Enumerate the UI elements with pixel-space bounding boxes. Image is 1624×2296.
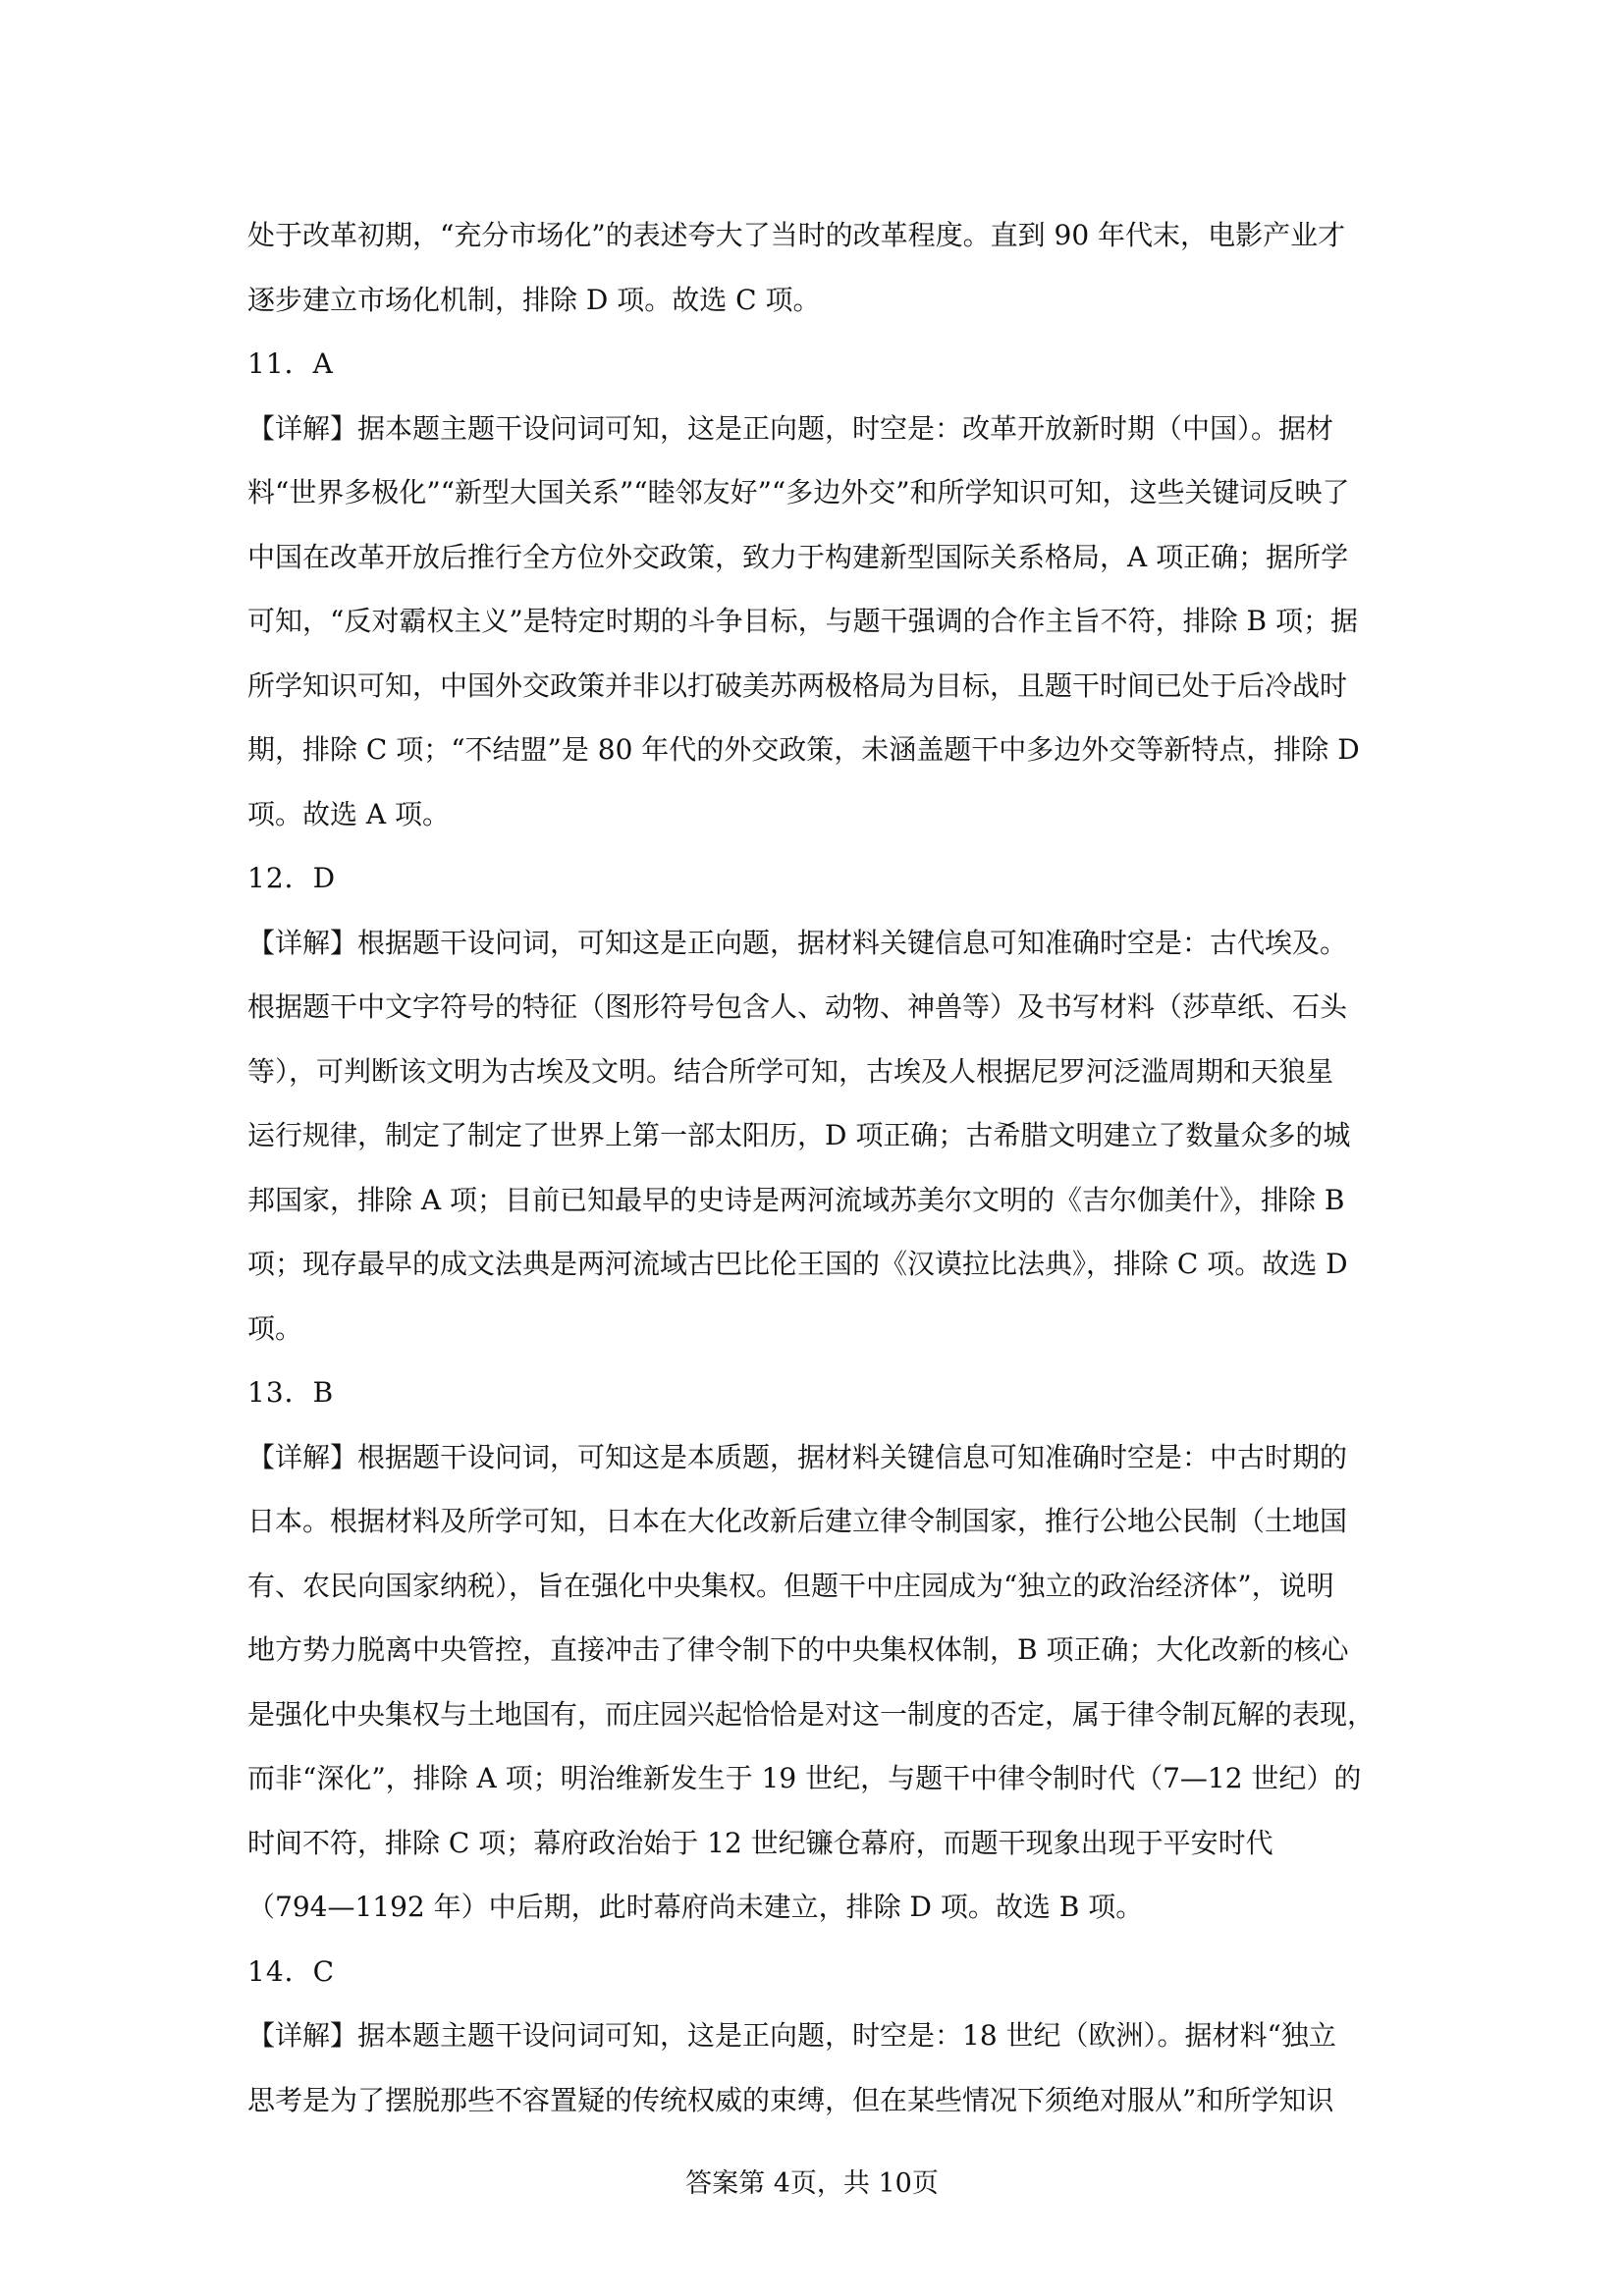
text-line: 【详解】根据题干设问词，可知这是正向题，据材料关键信息可知准确时空是：古代埃及。 (247, 926, 1348, 959)
text-line: 逐步建立市场化机制，排除 D 项。故选 C 项。 (247, 283, 821, 316)
text-line: 是强化中央集权与土地国有，而庄园兴起恰恰是对这一制度的否定，属于律令制瓦解的表现， (247, 1697, 1376, 1731)
text-line: 地方势力脱离中央管控，直接冲击了律令制下的中央集权体制，B 项正确；大化改新的核心 (247, 1633, 1349, 1666)
text-line: 项。故选 A 项。 (247, 797, 451, 830)
text-line: 处于改革初期，“充分市场化”的表述夸大了当时的改革程度。直到 90 年代末，电影产业才 (247, 219, 1346, 251)
text-line: 【详解】根据题干设问词，可知这是本质题，据材料关键信息可知准确时空是：中古时期的 (247, 1440, 1348, 1473)
answer-heading: 11．A (247, 347, 334, 380)
text-line: 【详解】据本题主题干设问词可知，这是正向题，时空是：改革开放新时期（中国）。据材 (247, 411, 1334, 445)
text-line: 项；现存最早的成文法典是两河流域古巴比伦王国的《汉谟拉比法典》，排除 C 项。故选 D (247, 1248, 1348, 1280)
text-line: 时间不符，排除 C 项；幕府政治始于 12 世纪镰仓幕府，而题干现象出现于平安时代 (247, 1826, 1273, 1859)
text-line: 期，排除 C 项；“不结盟”是 80 年代的外交政策，未涵盖题干中多边外交等新特点，排除 D (247, 733, 1360, 766)
text-line: 根据题干中文字符号的特征（图形符号包含人、动物、神兽等）及书写材料（莎草纸、石头 (247, 990, 1348, 1023)
text-line: 项。 (247, 1311, 303, 1345)
text-line: 有、农民向国家纳税），旨在强化中央集权。但题干中庄园成为“独立的政治经济体”，说明 (247, 1569, 1334, 1602)
text-line: 等），可判断该文明为古埃及文明。结合所学可知，古埃及人根据尼罗河泛滥周期和天狼星 (247, 1054, 1334, 1088)
answer-heading: 12．D (247, 862, 337, 894)
answer-heading: 13．B (247, 1376, 335, 1409)
text-line: 日本。根据材料及所学可知，日本在大化改新后建立律令制国家，推行公地公民制（土地国 (247, 1505, 1348, 1537)
text-line: （794—1192 年）中后期，此时幕府尚未建立，排除 D 项。故选 B 项。 (247, 1891, 1144, 1923)
text-line: 所学知识可知，中国外交政策并非以打破美苏两极格局为目标，且题干时间已处于后冷战时 (247, 668, 1348, 702)
page-footer: 答案第 4页，共 10页 (685, 2168, 939, 2199)
text-line: 而非“深化”，排除 A 项；明治维新发生于 19 世纪，与题干中律令制时代（7—12 世纪）的 (247, 1762, 1362, 1794)
answer-text-body (247, 203, 1386, 2132)
text-line: 中国在改革开放后推行全方位外交政策，致力于构建新型国际关系格局，A 项正确；据所学 (247, 540, 1349, 573)
text-line: 【详解】据本题主题干设问词可知，这是正向题，时空是：18 世纪（欧洲）。据材料“独立 (247, 2019, 1336, 2052)
text-line: 运行规律，制定了制定了世界上第一部太阳历，D 项正确；古希腊文明建立了数量众多的城 (247, 1119, 1351, 1151)
answer-heading: 14．C (247, 1954, 336, 1988)
text-line: 思考是为了摆脱那些不容置疑的传统权威的束缚，但在某些情况下须绝对服从”和所学知识 (247, 2083, 1334, 2116)
text-line: 料“世界多极化”“新型大国关系”“睦邻友好”“多边外交”和所学知识可知，这些关键词反映了 (247, 476, 1350, 508)
text-line: 邦国家，排除 A 项；目前已知最早的史诗是两河流域苏美尔文明的《吉尔伽美什》，排除 B (247, 1183, 1345, 1216)
text-line: 可知，“反对霸权主义”是特定时期的斗争目标，与题干强调的合作主旨不符，排除 B 项；据 (247, 605, 1359, 637)
